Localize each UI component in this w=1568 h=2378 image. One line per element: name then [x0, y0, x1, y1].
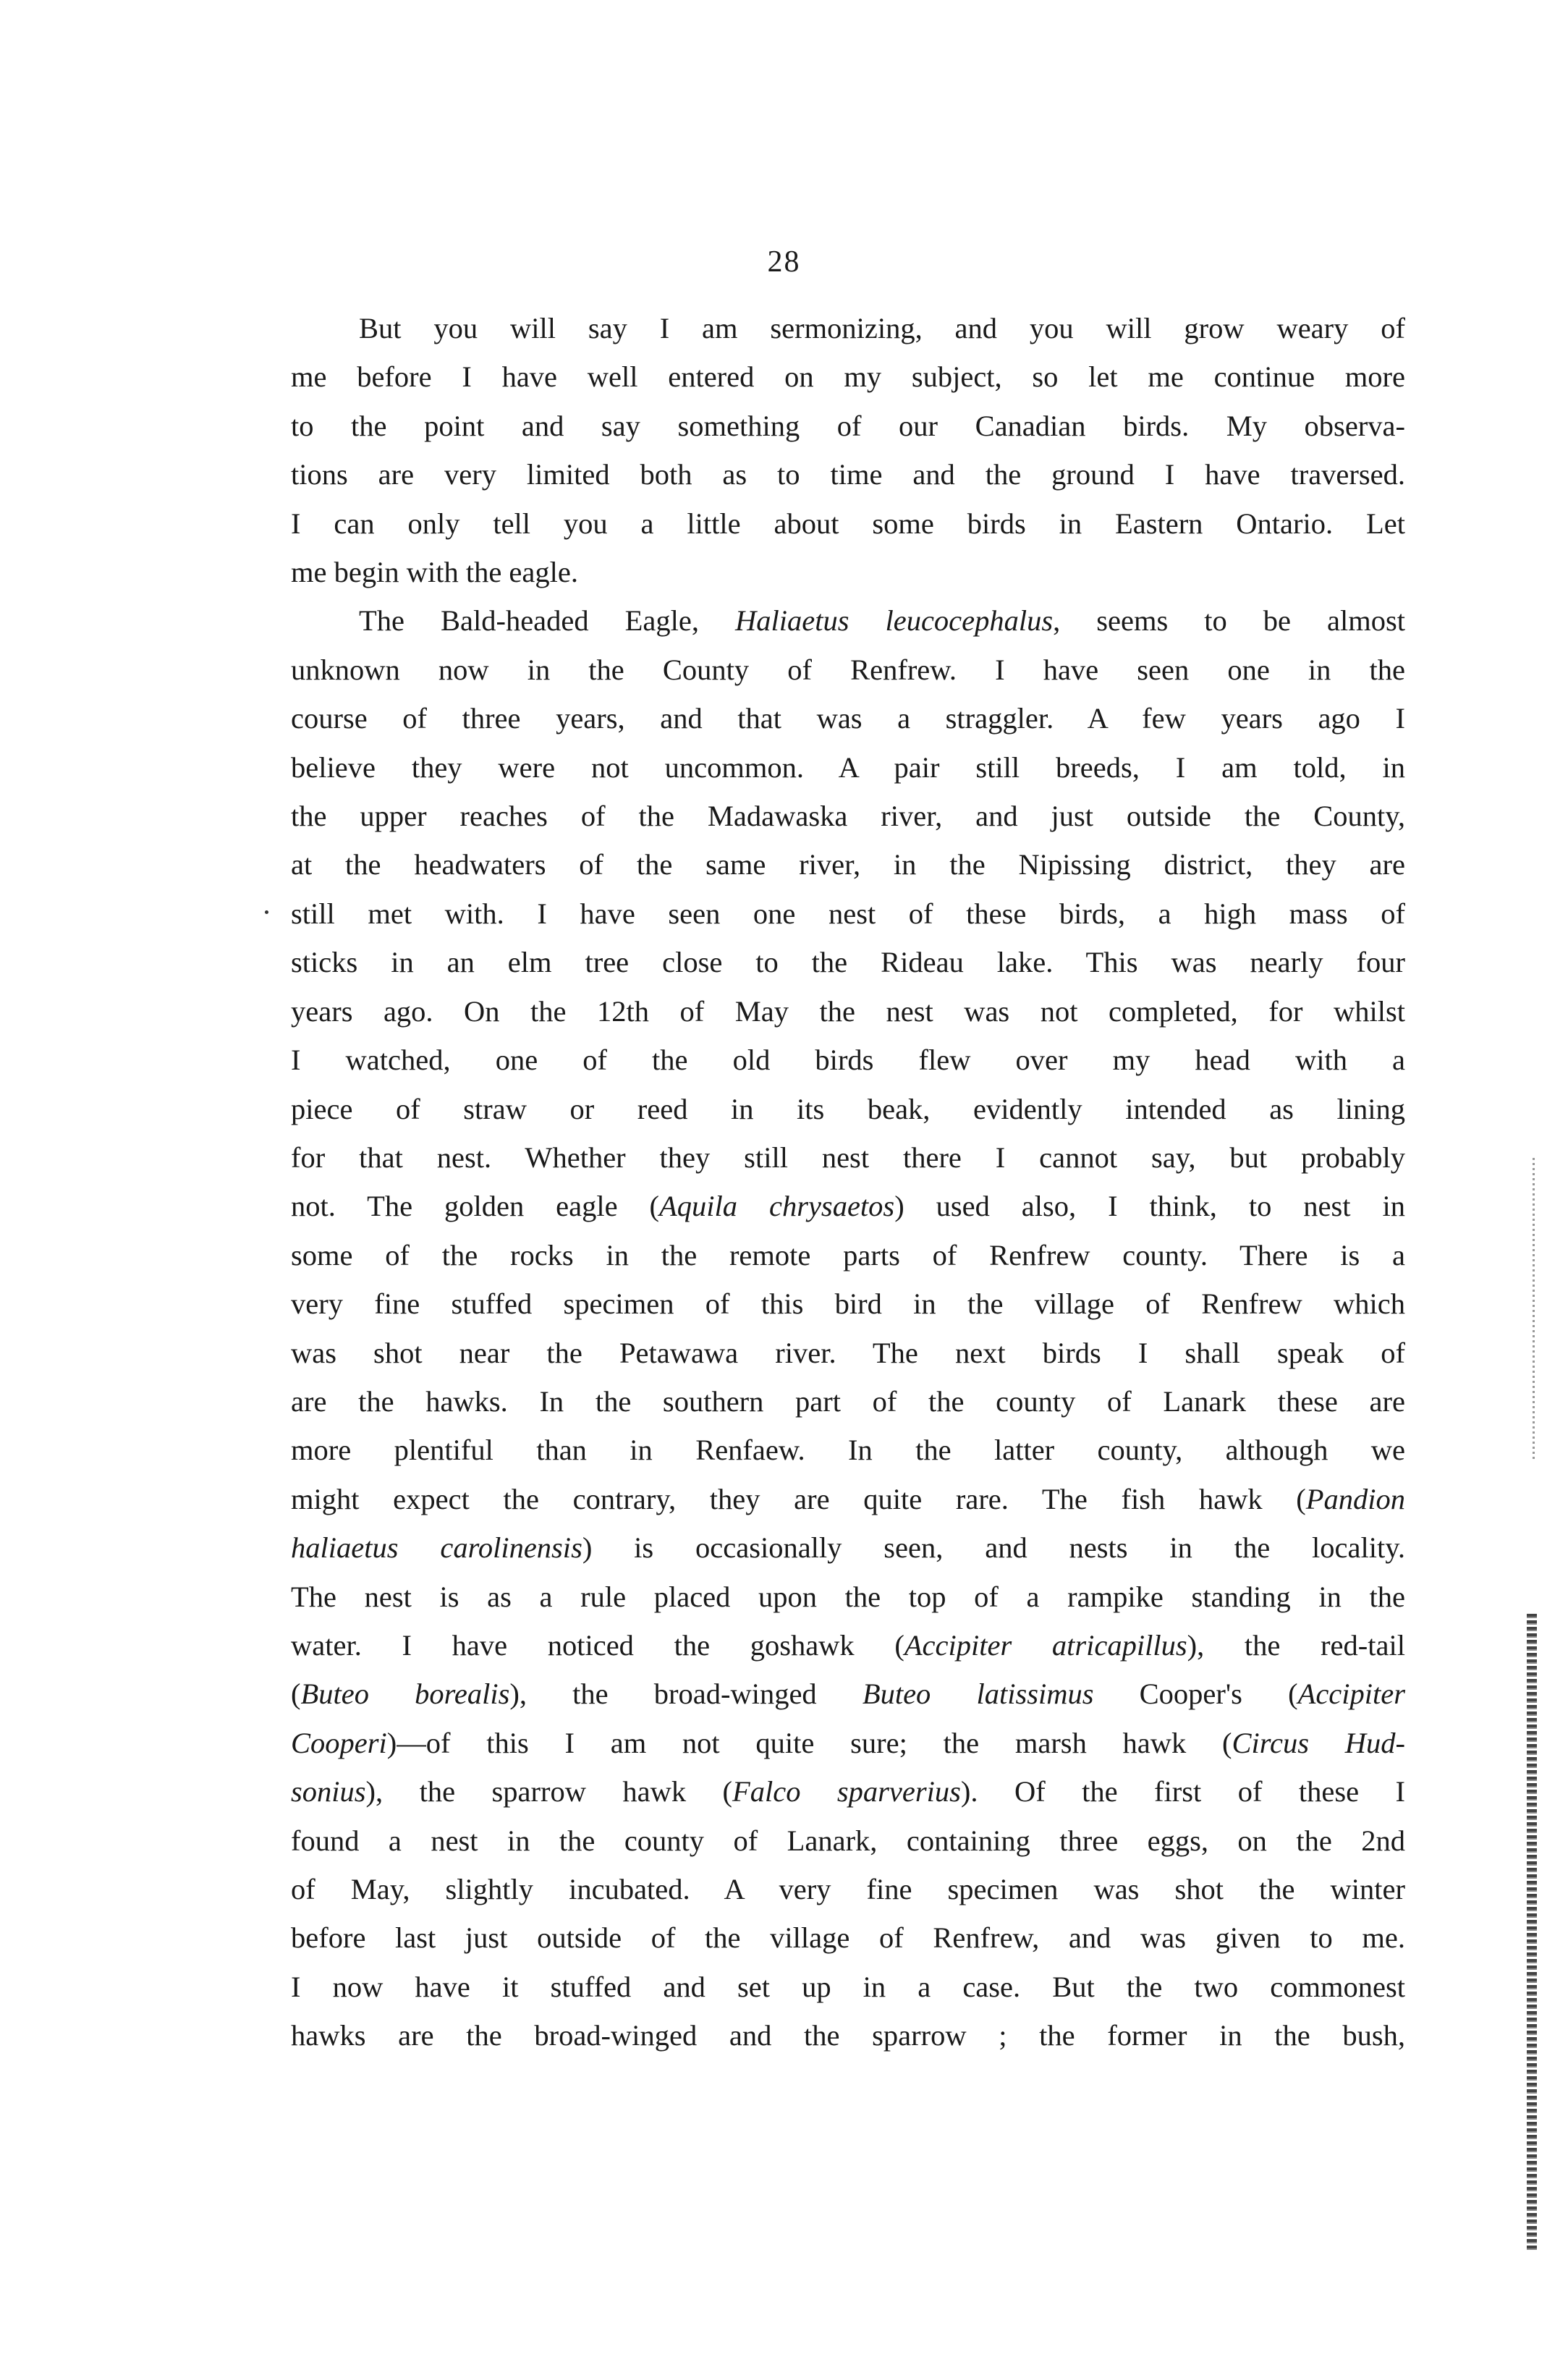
text-line: believe they were not uncommon. A pair still breeds, I am told, in [291, 750, 1405, 784]
text-line: (Buteo borealis), the broad-winged Buteo latissimus Cooper's (Accipiter [291, 1677, 1406, 1711]
text-line: before last just outside of the village of Renfrew, and was given to me. [291, 1921, 1405, 1955]
text-line: not. The golden eagle (Aquila chrysaetos) used also, I think, to nest in [291, 1190, 1405, 1223]
text-line: tions are very limited both as to time and the ground I have traversed. [291, 458, 1405, 491]
text-line: still met with. I have seen one nest of these birds, a high mass of [291, 897, 1405, 930]
text-line: hawks are the broad-winged and the sparrow ; the former in the bush, [291, 2019, 1405, 2052]
text-line: sonius), the sparrow hawk (Falco sparverius). Of the first of these I [291, 1775, 1405, 1808]
text-line: at the headwaters of the same river, in the Nipissing district, they are [291, 848, 1405, 881]
text-line: The Bald-headed Eagle, Haliaetus leucocephalus, seems to be almost [359, 604, 1405, 638]
text-line: me begin with the eagle. [291, 556, 578, 589]
text-line: I now have it stuffed and set up in a case. But the two commonest [291, 1970, 1405, 2003]
text-line: might expect the contrary, they are quite rare. The fish hawk (Pandion [291, 1482, 1405, 1515]
text-line: haliaetus carolinensis) is occasionally seen, and nests in the locality. [291, 1531, 1405, 1565]
text-line: for that nest. Whether they still nest there I cannot say, but probably [291, 1141, 1405, 1174]
text-line: unknown now in the County of Renfrew. I have seen one in the [291, 653, 1405, 686]
text-line: I watched, one of the old birds flew over my head with a [291, 1044, 1405, 1077]
text-line: Cooperi)—of this I am not quite sure; the marsh hawk (Circus Hud- [291, 1726, 1406, 1759]
text-line: more plentiful than in Renfaew. In the latter county, although we [291, 1434, 1405, 1467]
scan-edge-mark [1533, 1158, 1535, 1462]
text-line: very fine stuffed specimen of this bird in the village of Renfrew which [291, 1287, 1405, 1321]
text-line: course of three years, and that was a straggler. A few years ago I [291, 702, 1405, 735]
scan-binding-edge [1527, 1614, 1537, 2251]
body-text [291, 304, 1405, 2060]
page-number: 28 [767, 245, 801, 279]
text-line: are the hawks. In the southern part of the county of Lanark these are [291, 1384, 1405, 1418]
text-line: years ago. On the 12th of May the nest was not completed, for whilst [291, 994, 1405, 1028]
text-line: piece of straw or reed in its beak, evidently intended as lining [291, 1092, 1405, 1125]
stray-ink-mark [265, 910, 268, 914]
text-line: some of the rocks in the remote parts of Renfrew county. There is a [291, 1238, 1405, 1271]
text-line: I can only tell you a little about some birds in Eastern Ontario. Let [291, 507, 1405, 540]
text-line: sticks in an elm tree close to the Rideau lake. This was nearly four [291, 946, 1405, 979]
text-line: But you will say I am sermonizing, and you will grow weary of [359, 312, 1405, 344]
text-line: The nest is as a rule placed upon the top of a rampike standing in the [291, 1580, 1405, 1613]
text-line: to the point and say something of our Canadian birds. My observa- [291, 409, 1405, 442]
text-line: the upper reaches of the Madawaska river, and just outside the County, [291, 800, 1405, 833]
text-line: found a nest in the county of Lanark, containing three eggs, on the 2nd [291, 1824, 1405, 1857]
text-line: water. I have noticed the goshawk (Accipiter atricapillus), the red-tail [291, 1628, 1405, 1662]
text-line: of May, slightly incubated. A very fine specimen was shot the winter [291, 1873, 1405, 1905]
text-line: me before I have well entered on my subject, so let me continue more [291, 360, 1405, 394]
text-line: was shot near the Petawawa river. The next birds I shall speak of [291, 1336, 1405, 1369]
